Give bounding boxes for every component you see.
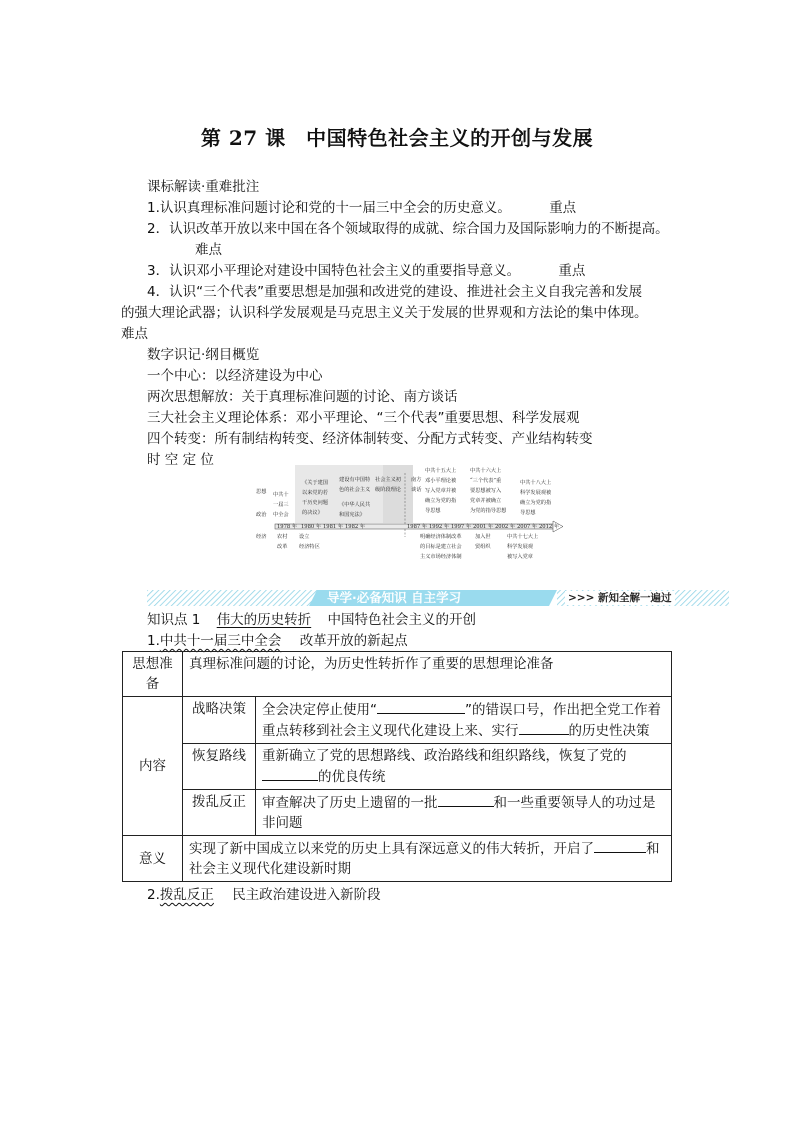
- requirement-3-text: 3．认识邓小平理论对建设中国特色社会主义的重要指导意义。: [147, 263, 521, 279]
- event-text: 的决议》: [302, 510, 323, 516]
- text-segment: 实现了新中国成立以来党的历史上具有深远意义的伟大转折，开启了: [189, 841, 594, 857]
- tag-difficult-point: 难点: [195, 242, 222, 258]
- year-labels: [277, 522, 559, 530]
- year-label: 2002 年: [495, 524, 516, 530]
- table-row: [123, 836, 672, 882]
- event-text: 以来党的若: [302, 490, 328, 496]
- event-c7: [470, 466, 507, 514]
- blank-field[interactable]: [519, 720, 569, 735]
- subhead-set-right: 拨乱反正: [183, 790, 256, 836]
- event-b1: [277, 532, 288, 550]
- text-segment: 和一些重要领导人的功过是非问题: [262, 795, 656, 831]
- event-text: 中共十五大上: [425, 468, 457, 474]
- year-label: 1992 年: [429, 524, 450, 530]
- timeline-heading: 时 空 定 位: [147, 452, 214, 468]
- year-label: 1981 年: [323, 524, 344, 530]
- row-body-preparation: 真理标准问题的讨论，为历史性转折作了重要的思想理论准备: [183, 652, 672, 697]
- event-text: 谈话: [411, 487, 422, 493]
- event-text: 和国宪法》: [339, 512, 365, 518]
- event-text: 确立为党的指: [520, 500, 552, 506]
- table-row: [123, 697, 672, 744]
- event-b4: [475, 532, 491, 550]
- item-2-number: 2.: [147, 887, 160, 903]
- section-banner: [147, 590, 729, 606]
- event-text: 写入党章并被: [425, 488, 457, 494]
- year-label: 1987 年: [407, 524, 428, 530]
- requirement-3: [147, 261, 585, 282]
- event-text: 一届三: [273, 502, 289, 508]
- event-text: 《关于建国: [302, 480, 328, 486]
- requirement-2: 2．认识改革开放以来中国在各个领域取得的成就、综合国力及国际影响力的不断提高。: [147, 221, 669, 237]
- knowledge-point-1: [147, 610, 476, 631]
- requirement-1: [147, 198, 576, 219]
- event-text: 社会主义初: [375, 477, 401, 483]
- subhead-strategic-decision: 战略决策: [183, 697, 256, 744]
- event-text: 色的社会主义: [339, 487, 371, 493]
- event-text: 中全会: [273, 512, 289, 518]
- knowledge-point-subtitle: 中国特色社会主义的开创: [327, 612, 476, 628]
- event-text: 中共十八大上: [520, 480, 552, 486]
- overview-line-4: 四个转变：所有制结构转变、经济体制转变、分配方式转变、产业结构转变: [147, 431, 593, 447]
- year-label: 1980 年: [301, 524, 322, 530]
- event-text: 建设有中国特: [339, 477, 371, 483]
- event-text: 干历史问题: [302, 500, 328, 506]
- subhead-restore-line: 恢复路线: [183, 744, 256, 790]
- row-body-significance: [183, 836, 672, 882]
- blank-field[interactable]: [262, 766, 318, 781]
- timeline-svg: [255, 465, 570, 563]
- event-c6: [425, 466, 457, 514]
- event-text: 导思想: [520, 510, 536, 516]
- band-2: [383, 465, 413, 523]
- row-head-content: 内容: [123, 697, 183, 836]
- row-head-preparation: 思想准备: [123, 652, 183, 697]
- overview-line-1: 一个中心：以经济建设为中心: [147, 368, 323, 384]
- section-heading-overview: 数字识记·纲目概览: [147, 347, 260, 363]
- event-text: 邓小平理论被: [425, 478, 457, 484]
- label-economy: 经济: [256, 534, 267, 540]
- event-text: 要思想被写入: [470, 488, 502, 494]
- body-set-right: [256, 790, 672, 836]
- knowledge-point-label: 知识点 1: [147, 612, 201, 628]
- event-b3: [420, 532, 462, 560]
- label-ideology: 思想: [256, 489, 267, 495]
- banner-subtitle: >>> 新知全解一遍过: [565, 591, 675, 605]
- overview-line-3: 三大社会主义理论体系：邓小平理论、“三个代表”重要思想、科学发展观: [147, 410, 580, 426]
- blank-field[interactable]: [594, 838, 646, 853]
- year-label: 2012 年: [539, 524, 560, 530]
- event-text: 主义市场经济体制: [420, 554, 462, 560]
- event-text: 设立: [299, 534, 310, 540]
- event-text: 科学发展观: [507, 544, 533, 550]
- blank-field[interactable]: [377, 699, 465, 714]
- text-segment: 审查解决了历史上遗留的一批: [262, 795, 438, 811]
- year-label: 2001 年: [473, 524, 494, 530]
- banner-title: 导学·必备知识 自主学习: [327, 590, 462, 605]
- event-text: 导思想: [425, 508, 441, 514]
- label-politics: 政治: [256, 512, 267, 518]
- tag-difficult-point: 难点: [121, 326, 148, 342]
- tag-key-point: 重点: [549, 200, 577, 216]
- event-b2: [299, 532, 320, 550]
- row-head-significance: 意义: [123, 836, 183, 882]
- event-text: 中共十: [273, 492, 289, 498]
- text-segment: ”的错误口号，作出把全党工作着重点转移到社会主义现代化建设上来、实行: [262, 702, 661, 739]
- event-text: 科学发展观被: [520, 490, 552, 496]
- event-c8: [520, 478, 552, 516]
- requirement-1-text: 1.认识真理标准问题讨论和党的十一届三中全会的历史意义。: [147, 200, 511, 216]
- timeline-diagram: [255, 465, 570, 563]
- event-text: 中共十六大上: [470, 468, 502, 474]
- plenum-table: [122, 651, 672, 882]
- tag-key-point: 重点: [558, 263, 586, 279]
- event-text: 中共十七大上: [507, 534, 539, 540]
- year-label: 1978 年: [277, 524, 298, 530]
- text-segment: 的历史性决策: [568, 723, 650, 739]
- blank-field[interactable]: [438, 792, 494, 807]
- table-row: [123, 652, 672, 697]
- body-restore-line: [256, 744, 672, 790]
- requirement-4-line2: 的强大理论武器；认识科学发展观是马克思主义关于发展的世界观和方法论的集中体现。: [121, 305, 648, 321]
- text-segment: 和社会主义现代化建设新时期: [189, 841, 660, 877]
- text-segment: 的优良传统: [318, 769, 386, 785]
- event-text: 加入世: [475, 534, 491, 540]
- knowledge-point-title: 伟大的历史转折: [216, 612, 312, 628]
- year-label: 1982 年: [345, 524, 366, 530]
- item-1-name: 中共十一届三中全会: [159, 633, 282, 649]
- item-2-name: 拨乱反正: [159, 887, 214, 903]
- event-text: 农村: [277, 534, 288, 540]
- table-row: [123, 744, 672, 790]
- event-text: “三个代表”重: [470, 478, 502, 484]
- text-segment: 全会决定停止使用“: [262, 702, 377, 718]
- body-strategic-decision: [256, 697, 672, 744]
- lesson-title: 第 27 课 中国特色社会主义的开创与发展: [200, 126, 594, 150]
- overview-line-2: 两次思想解放：关于真理标准问题的讨论、南方谈话: [147, 389, 458, 405]
- item-2-heading: [147, 885, 381, 906]
- event-text: 南方: [411, 477, 422, 483]
- year-label: 2007 年: [517, 524, 538, 530]
- item-2-desc: 民主政治建设进入新阶段: [232, 887, 381, 903]
- event-text: 级阶段理论: [375, 487, 401, 493]
- event-text: 经济特区: [299, 544, 320, 550]
- event-b5: [507, 532, 538, 560]
- event-text: 为党的指导思想: [470, 508, 507, 514]
- table-row: [123, 790, 672, 836]
- text-segment: 重新确立了党的思想路线、政治路线和组织路线，恢复了党的: [262, 748, 627, 764]
- event-text: 明确经济体制改革: [420, 534, 462, 540]
- event-text: 的目标是建立社会: [420, 544, 462, 550]
- item-1-heading: [147, 631, 408, 652]
- year-label: 1997 年: [451, 524, 472, 530]
- requirement-4-line1: 4．认识“三个代表”重要思想是加强和改进党的建设、推进社会主义自我完善和发展: [147, 284, 643, 300]
- event-text: 确立为党的指: [425, 498, 457, 504]
- item-1-desc: 改革开放的新起点: [299, 633, 408, 649]
- event-text: 改革: [277, 544, 288, 550]
- event-c1: [273, 490, 289, 518]
- item-1-number: 1.: [147, 633, 160, 649]
- section-heading-standards: 课标解读·重难批注: [147, 179, 260, 195]
- event-text: 被写入党章: [507, 554, 533, 560]
- event-text: 党章并被确立: [470, 498, 502, 504]
- event-text: 贸组织: [475, 544, 491, 550]
- event-text: 《中华人民共: [339, 502, 371, 508]
